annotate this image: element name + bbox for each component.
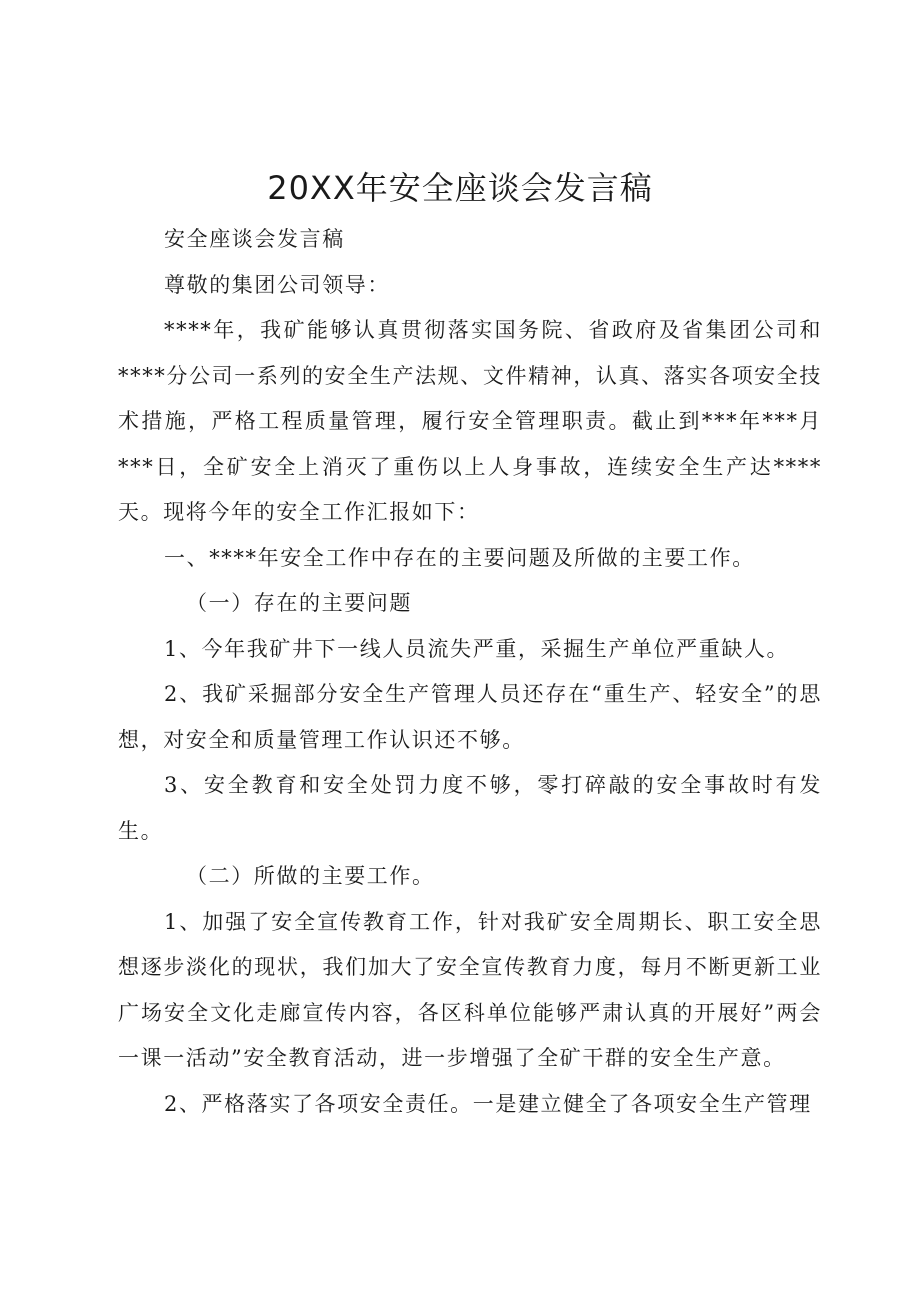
problem-item-3: 3、安全教育和安全处罚力度不够，零打碎敲的安全事故时有发生。	[118, 773, 822, 843]
work-item-2: 2、严格落实了各项安全责任。一是建立健全了各项安全生产管理	[164, 1091, 812, 1116]
document-body	[118, 217, 822, 1127]
subsection-heading-work: （二）所做的主要工作。	[186, 864, 435, 888]
work-item-1: 1、加强了安全宣传教育工作，针对我矿安全周期长、职工安全思想逐步淡化的现状，我们加大了安全宣传教育力度，每月不断更新工业广场安全文化走廊宣传内容，各区科单位能够严肃认真的开展好”两会一课一活动”安全教育活动，进一步增强了全矿干群的安全生产意。	[118, 909, 822, 1070]
paragraph-intro: ****年，我矿能够认真贯彻落实国务院、省政府及省集团公司和****分公司一系列的安全生产法规、文件精神，认真、落实各项安全技术措施，严格工程质量管理，履行安全管理职责。截止到***年***月***日，全矿安全上消灭了重伤以上人身事故，连续安全生产达****天。现将今年的安全工作汇报如下：	[118, 318, 822, 524]
subsection-heading-problems: （一）存在的主要问题	[186, 591, 412, 615]
salutation: 尊敬的集团公司领导：	[164, 272, 390, 297]
document-title: 20XX年安全座谈会发言稿	[267, 169, 653, 207]
problem-item-1: 1、今年我矿井下一线人员流失严重，采掘生产单位严重缺人。	[164, 636, 790, 661]
problem-item-2: 2、我矿采掘部分安全生产管理人员还存在“重生产、轻安全”的思想，对安全和质量管理工作认识还不够。	[118, 682, 822, 752]
section-heading-1: 一、****年安全工作中存在的主要问题及所做的主要工作。	[164, 545, 755, 570]
document-subtitle: 安全座谈会发言稿	[164, 227, 345, 251]
